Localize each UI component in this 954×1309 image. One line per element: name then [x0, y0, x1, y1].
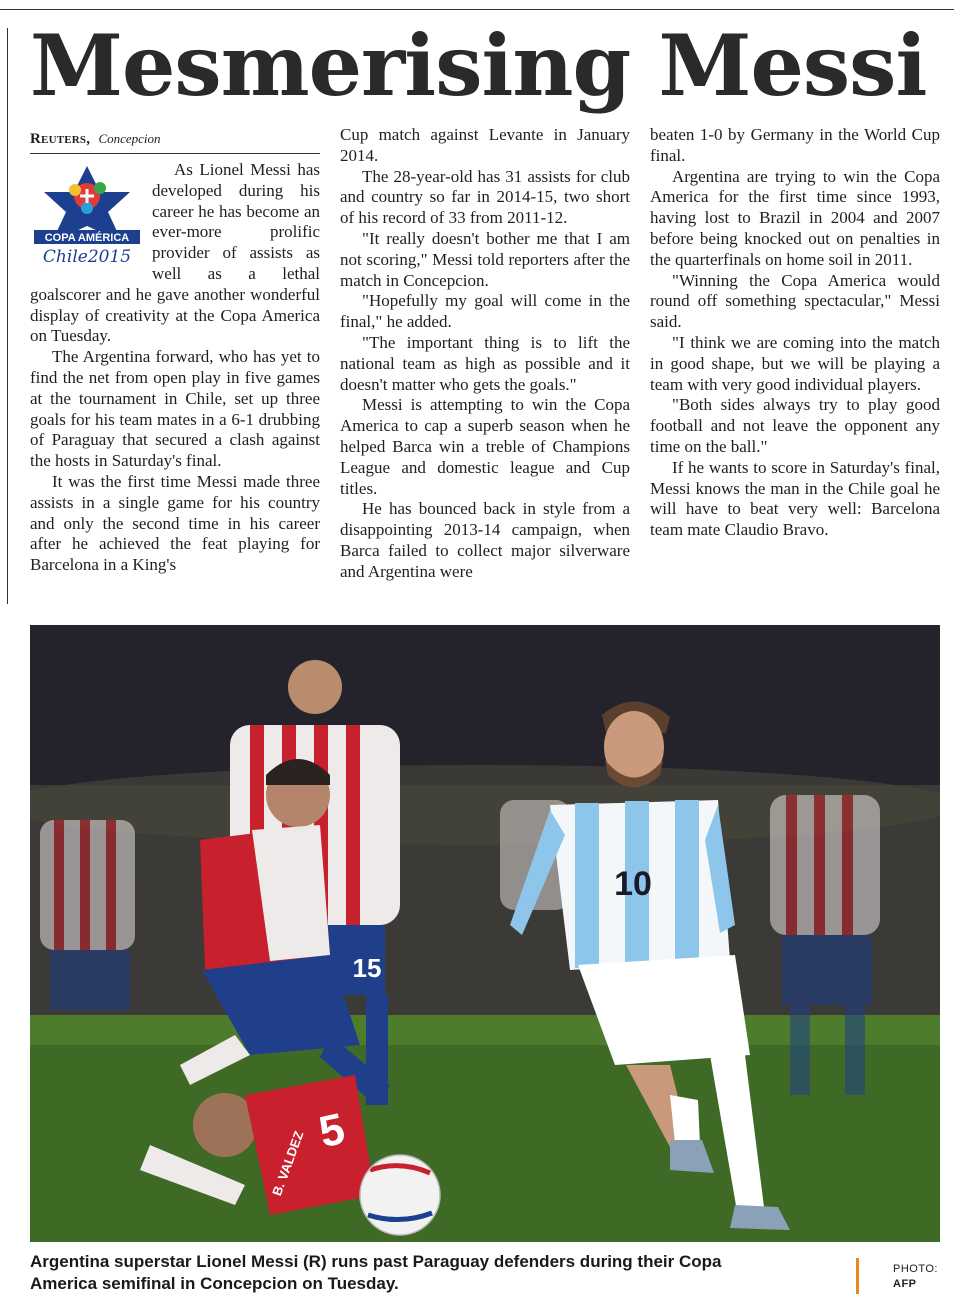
article-paragraph: "Both sides always try to play good football and not leave the opponent any time on the ball." — [650, 395, 940, 456]
headline: Mesmerising Messi — [30, 16, 927, 115]
byline-agency: Reuters, — [30, 131, 91, 147]
article-paragraph: "It really doesn't bother me that I am not scoring," Messi told reporters after the match in Concepcion. — [340, 228, 630, 290]
left-rule — [7, 28, 8, 604]
logo-text-chile: Chile2015 — [42, 247, 132, 267]
article-paragraph-continued: Cup match against Levante in January 2014. — [340, 125, 630, 165]
copa-america-logo — [30, 162, 144, 270]
jersey-number-back: 15 — [352, 953, 382, 983]
article-paragraph: "Hopefully my goal will come in the final," he added. — [340, 291, 630, 332]
article-paragraph: If he wants to score in Saturday's final, Messi knows the man in the Chile goal he will have to beat very well: Barcelona team mate Claudio Bravo. — [650, 457, 940, 540]
article-paragraph: The 28-year-old has 31 assists for club and country so far in 2014-15, two short of his record of 33 from 2011-12. — [340, 166, 630, 228]
article-paragraph: "I think we are coming into the match in good shape, but we will be playing a team with very good individual players. — [650, 332, 940, 394]
logo-text-copa: COPA AMÉRICA — [44, 232, 130, 244]
jersey-number-fallen: 5 — [314, 1104, 350, 1158]
jersey-name-fallen: B. VALDEZ — [269, 1129, 307, 1198]
match-photo-illustration — [30, 625, 940, 1242]
byline — [30, 125, 320, 154]
article-paragraph: "Winning the Copa America would round off something spectacular," Messi said. — [650, 270, 940, 332]
article-paragraph: He has bounced back in style from a disappointing 2013-14 campaign, when Barca failed to collect major silverware and Argentina were — [340, 499, 630, 581]
jersey-number-messi: 10 — [614, 865, 652, 903]
photo-credit-source: AFP — [893, 1278, 917, 1290]
article-paragraph: The Argentina forward, who has yet to find the net from open play in five games at the tournament in Chile, set up three goals for his team mates in a 6-1 drubbing of Paraguay that secured a clash against the hosts in Saturday's final. — [30, 347, 320, 471]
article-paragraph: Argentina are trying to win the Copa America for the first time since 1993, having lost to Brazil in 2004 and 2007 before being knocked out on penalties in the quarterfinals on home soil in 2011. — [650, 166, 940, 269]
article-paragraph: As Lionel Messi has developed during his career he has become an ever-more prolific provider of assists as well as a lethal goalscorer and he gave another wonderful display of creativity at the Copa America on Tuesday. — [30, 160, 320, 346]
soccer-ball — [360, 1155, 440, 1235]
credit-divider — [856, 1258, 859, 1294]
article-column-1 — [30, 125, 320, 576]
byline-location: Concepcion — [98, 131, 161, 146]
article-paragraph: It was the first time Messi made three assists in a single game for his country and only the second time in his career after he achieved the feat playing for Barcelona in a King's — [30, 471, 320, 575]
photo-caption: Argentina superstar Lionel Messi (R) runs past Paraguay defenders during their Copa America semifinal in Concepcion on Tuesday. — [30, 1252, 722, 1293]
photo-credit-label: PHOTO: — [893, 1263, 938, 1275]
match-photo — [30, 625, 940, 1242]
article-paragraph-continued: beaten 1-0 by Germany in the World Cup final. — [650, 125, 940, 165]
article-paragraph: "The important thing is to lift the national team as high as possible and it doesn't matter who gets the goals." — [340, 332, 630, 394]
article-column-2 — [340, 125, 630, 583]
article-paragraph: Messi is attempting to win the Copa America to cap a superb season when he helped Barca win a treble of Champions League and domestic league and Cup titles. — [340, 395, 630, 498]
article-column-3 — [650, 125, 940, 541]
photo-credit — [893, 1262, 938, 1292]
